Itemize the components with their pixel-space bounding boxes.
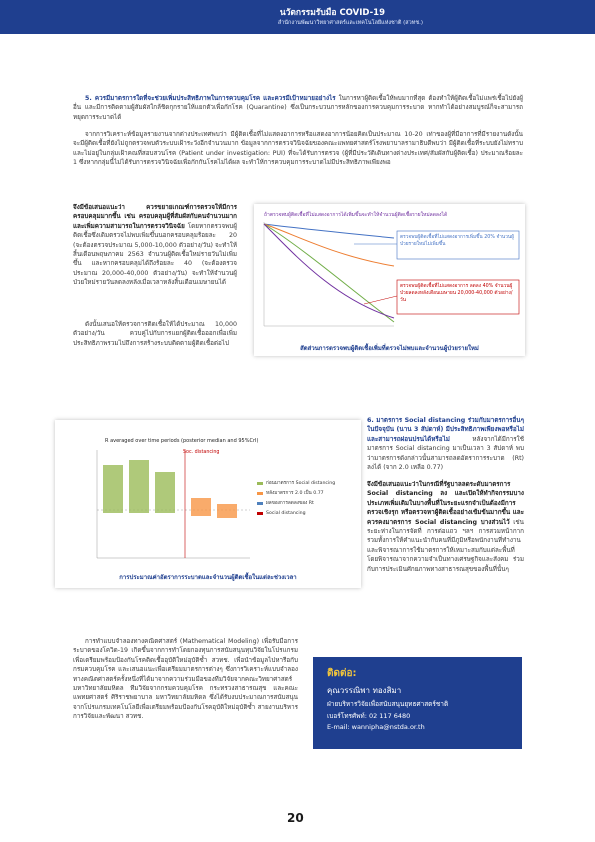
chart1-line-green xyxy=(264,224,394,322)
contact-name: คุณวรรณิพา ทองสิมา xyxy=(327,686,402,695)
chart2-legend-item: ผลของการลดลงของ Rt xyxy=(266,501,314,506)
header-title: นวัตกรรมรับมือ COVID-19 xyxy=(279,8,385,18)
chart2-legend-item: Social distancing xyxy=(266,511,306,516)
chart2-subtitle: Soc. distancing xyxy=(183,450,220,455)
chart2-legend-swatch-4 xyxy=(257,512,263,515)
left-paragraph2: ดังนั้นเสนอให้ตรวจการติดเชื้อให้ได้ประมาณ 10,000 ตัวอย่าง/วัน ควบคู่ไปกับการแยกผู้ติดเชื้อออกเพื่อเพิ่มประสิทธิภาพรวมไปถึงการสร้างระบบติดตามผู้ติดเชื้อต่อไป xyxy=(73,321,237,347)
contact-box xyxy=(313,657,522,749)
chart1-title: ถ้าตรวจพบผู้ติดเชื้อที่ไม่แสดงอาการได้เพิ่มขึ้นจะทำให้จำนวนผู้ติดเชื้อรายใหม่ลดลงได้ xyxy=(264,212,448,218)
chart2-legend-swatch-3 xyxy=(257,502,263,505)
section6-p1-text: หลังจากได้มีการใช้มาตรการ Social distancing มาเป็นเวลา 3 สัปดาห์ พบว่ามาตรการดังกล่าวนั้นสามารถลดอัตราการระบาด (Rt) ลงได้ (จาก 2.0 เหลือ 0.77) xyxy=(367,435,524,472)
chart2-bar-4 xyxy=(191,498,211,516)
section5-paragraph2: จากการวิเคราะห์ข้อมูลรายงานจากต่างประเทศพบว่า มีผู้ติดเชื้อที่ไม่แสดงอาการหรือแสดงอาการน้อยคิดเป็นประมาณ 10-20 เท่าของผู้ที่มีอาการที่มีรายงานดังนั้นจะมีผู้ติดเชื้อที่ยังไม่ถูกตรวจพบตัวระบบเฝ้าระวังอีกจำนวนมาก ข้อมูลจากการตรวจวินิจฉัยของคณะแพทยศาสตร์โรงพยาบาลรามาธิบดีพบว่า มีผู้ติดเชื้อที่ระบบยังไม่ทราบและไม่อยู่ในกลุ่มเฝ้าคณที่สอบสวนโรค (Patient under investigation: PUI) ที่จะได้รับการตรวจ (ผู้ที่มีประวัติเดินทางต่างประเทศ/สัมผัสกับผู้ติดเชื้อ) ประมาณร้อยละ 1 ซึ่งหากกลุ่มนี้ไม่ได้รับการตรวจวินิจฉัยเพื่อกักกันโรคไม่ได้ผล จะทำให้การควบคุมการระบาดไม่มีประสิทธิภาพเพียงพอ xyxy=(73,131,523,167)
section5-paragraph1 xyxy=(73,94,523,122)
left-p1-text: โดยหากตรวจพบผู้ติดเชื้อซึ่งเดิมตรวจไม่พบเพิ่มขึ้นนอกครอบคลุมร้อยละ 20 (จะต้องตรวจประมาณ 5,000-10,000 ตัวอย่าง/วัน) จะทำให้สิ้นเดือนพฤษภาคม 2563 จำนวนผู้ติดเชื้อใหม่รายวันไม่เพิ่มขึ้น และหากครอบคลุมได้ถึงร้อยละ 40 (จะต้องตรวจประมาณ 20,000-40,000 ตัวอย่าง/วัน) จะทำให้จำนวนผู้ป่วยใหม่รายวันลดลงหลังเมื่อเวลาหลังสิ้นเดือนเมษายนได้ xyxy=(73,222,237,287)
section5-p1-text: ในการหาผู้ติดเชื้อให้พบมากที่สุด ต้องทำให้ผู้ติดเชื้อไม่แพร่เชื้อไปยังผู้อื่น และมีการติดตามผู้สัมผัสใกล้ชิดกุกรายให้แยกตัวเพื่อกักโรค (Quarantine) ซึ่งเป็นกระบวนการหลักของการควบคุมการระบาด หากทำได้อย่างสมบูรณ์ก็จะสามารถหยุดการระบาดได้ xyxy=(73,95,523,121)
section5-heading: 5. ควรมีมาตรการใดที่จะช่วยเพิ่มประสิทธิภาพในการควบคุมโรค และควรมีเป้าหมายอย่างไร xyxy=(85,95,336,102)
header-subtitle: สำนักงานพัฒนาวิทยาศาสตร์และเทคโนโลยีแห่งชาติ (สวทช.) xyxy=(277,20,423,26)
page-header xyxy=(0,0,595,34)
contact-email[interactable]: E-mail: wannipha@nstda.or.th xyxy=(327,723,425,731)
contact-department: ฝ่ายบริหารวิจัยเพื่อสนับสนุนยุทธศาสตร์ชาติ xyxy=(327,700,449,708)
chart2-legend-item: หลังมาตรการ 2.0 เป็น 0.77 xyxy=(266,491,324,496)
section6-heading: 6. มาตรการ Social distancing ร่วมกับมาตรการอื่นๆ ในปัจจุบัน (นาน 3 สัปดาห์) มีประสิทธิภาพเพียงพอหรือไม่ และสามารถผ่อนปรนได้หรือไม่ xyxy=(367,417,524,443)
bottom-paragraph: การทำแบบจำลองทางคณิตศาสตร์ (Mathematical Modeling) เพื่อรับมือการระบาดของโควิด-19 เกิดขึ้นจากการทำโดยกองทุนการสนับสนุนทุนวิจัยในโปรแกรมเพื่อเตรียมพร้อมป้องกันโรคติดเชื้ออุบัติใหม่อุบัติซ้ำ สวทช. เพื่อนำข้อมูลไปหารือกับกรมควบคุมโรค และเสนอแนะเพื่อเตรียมมาตรการต่างๆ ซึ่งการวิเคราะห์แบบจำลองทางคณิตศาสตร์ครั้งหนึ่งที่ได้มาจากความร่วมมือของทีมวิจัยจากคณะวิทยาศาสตร์ มหาวิทยาลัยมหิดล ทีมวิจัยจากกรมควบคุมโรค กระทรวงสาธารณสุข และคณะแพทยศาสตร์ ศิริราชพยาบาล มหาวิทยาลัยมหิดล ซึ่งได้รับงบประมาณการสนับสนุนจากโปรแกรมเทคโนโลยีเพื่อเตรียมพร้อมป้องกันโรคอุบัติใหม่อุบัติซ้ำ สายงานบริหารการวิจัยและพัฒนา สวทช. xyxy=(73,638,298,721)
chart1-card xyxy=(254,204,525,356)
chart2-legend xyxy=(266,479,358,519)
chart1-annotation-blue: ตรวจพบผู้ติดเชื้อที่ไม่แสดงอาการเพิ่มขึ้น 20% จำนวนผู้ป่วยรายใหม่ไม่เพิ่มขึ้น xyxy=(400,235,514,247)
chart1-annotation-red: ตรวจพบผู้ติดเชื้อที่ไม่แสดงอาการ ลดลง 40% จำนวนผู้ป่วยลดลงหลังเดือนเมษายน 20,000-40,000 ตัวอย่าง/วัน xyxy=(400,284,513,303)
chart2-bar-2 xyxy=(129,460,149,513)
chart2-bar-3 xyxy=(155,472,175,513)
contact-title: ติดต่อ: xyxy=(327,668,357,679)
chart2-caption: การประมาณค่าอัตราการระบาดและจำนวนผู้ติดเชื้อในแต่ละช่วงเวลา xyxy=(119,574,297,581)
section6-p2-bold: จึงมีข้อเสนอแนะว่าในกรณีที่รัฐบาลลดระดับมาตรการ Social distancing ลง และเปิดให้ทำกิจกรรมบางประเภทเพิ่มเติมในบางพื้นที่ในระยะแรกจำเป็นต้องมีการตรวจเชิงรุก หรือตรวจหาผู้ติดเชื้ออย่างเข้มข้นมากขึ้น และควรคงมาตรการ Social distancing บางส่วนไว้ xyxy=(367,481,524,526)
chart1-line-orange xyxy=(264,224,394,266)
section6-paragraph1 xyxy=(367,416,524,472)
page-number: 20 xyxy=(287,811,304,825)
chart1-graph xyxy=(254,204,525,340)
chart1-caption: สัดส่วนการตรวจพบผู้ติดเชื้อเพิ่มที่ตรวจไม่พบและจำนวนผู้ป่วยรายใหม่ xyxy=(300,345,479,352)
chart2-bar-5 xyxy=(217,504,237,518)
contact-phone: เบอร์โทรศัพท์: 02 117 6480 xyxy=(327,712,411,720)
chart2-card xyxy=(55,420,361,588)
left-paragraph1 xyxy=(73,203,237,288)
chart2-legend-swatch-1 xyxy=(257,482,263,485)
chart2-legend-swatch-2 xyxy=(257,492,263,495)
chart1-annotation-pointer-red xyxy=(364,296,397,304)
chart2-title: R averaged over time periods (posterior median and 95%CrI) xyxy=(105,438,259,444)
section6-paragraph2 xyxy=(367,480,524,574)
section6-p2-text: เช่น ระยะห่างในการจัดที่ การต่อแถว ฯลฯ การสวมหน้ากาก รวมทั้งการให้คำแนะนำกับคนที่มีภูมิหรือพนักงานที่ทำงาน และพิจารณาการใช้มาตรการให้เหมาะสมกับแต่ละพื้นที่ โดยพิจารณาจากความจำเป็นทางเศรษฐกิจและสังคม ร่วมกับการประเมินศักยภาพทางสาธารณสุขของพื้นที่นั้นๆ xyxy=(367,518,524,573)
chart2-bar-1 xyxy=(103,465,123,513)
left-p1-bold: จึงมีข้อเสนอแนะว่า ควรขยายเกณฑ์การตรวจให้มีการครอบคลุมมากขึ้น เช่น ครอบคลุมผู้ที่สัมผัสกับคนจำนวนมาก และเพิ่มความสามารถในการตรวจวินิจฉัย xyxy=(73,204,237,230)
chart2-legend-item: ก่อนมาตรการ Social distancing xyxy=(266,481,336,486)
